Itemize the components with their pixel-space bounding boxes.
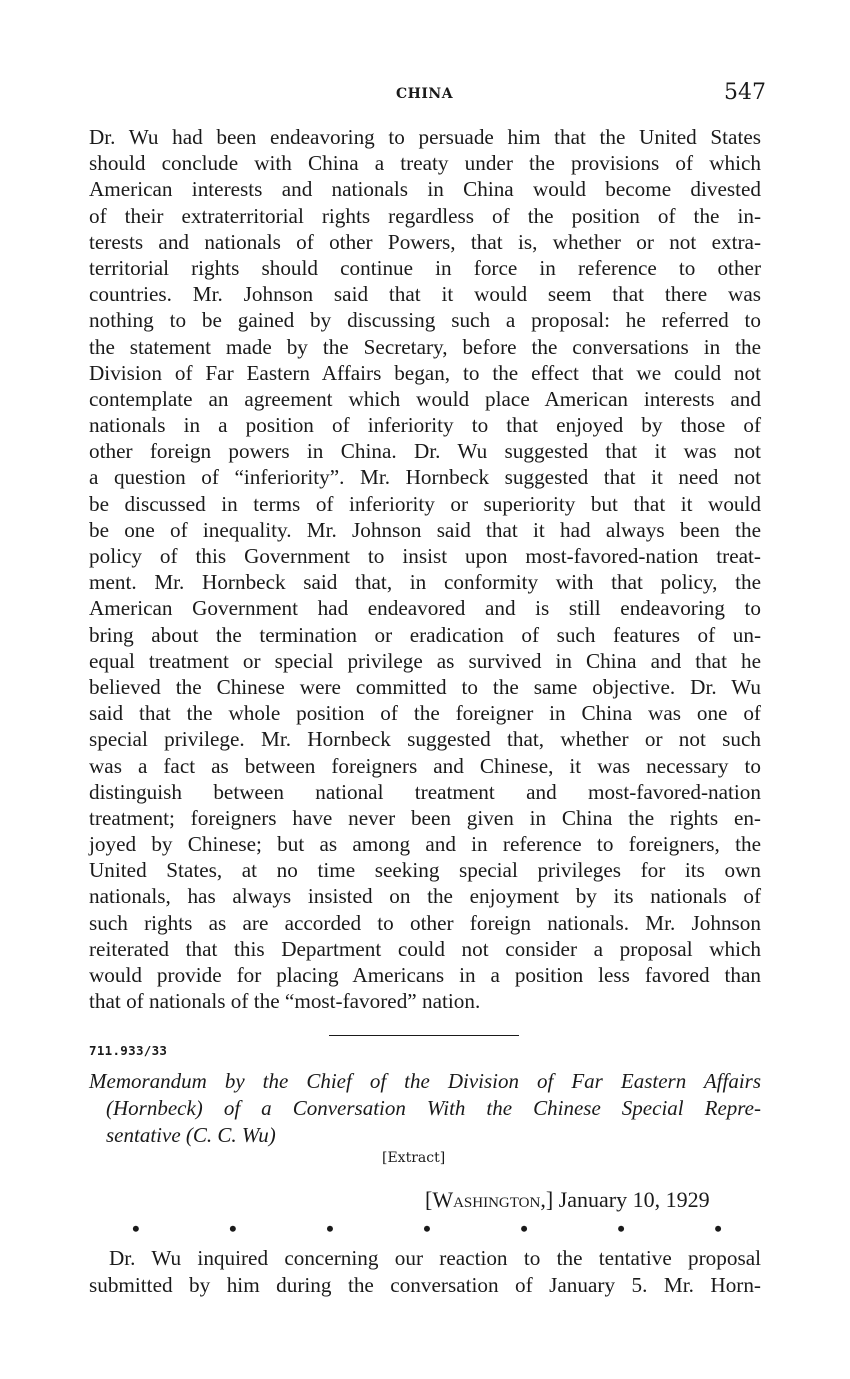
text-line: of their extraterritorial rights regardless of the position of the in- bbox=[89, 203, 761, 228]
text-line: terests and nationals of other Powers, that is, whether or not extra- bbox=[89, 229, 761, 254]
text-line: that of nationals of the “most-favored” nation. bbox=[89, 989, 481, 1014]
omission-ellipsis bbox=[132, 1216, 722, 1241]
paragraph-2 bbox=[89, 1245, 761, 1299]
text-line: such rights as are accorded to other foreign nationals. Mr. Johnson bbox=[89, 910, 761, 935]
ellipsis-dot: • bbox=[423, 1216, 431, 1241]
text-line: would provide for placing Americans in a position less favored than bbox=[89, 963, 761, 987]
ellipsis-dot: • bbox=[132, 1216, 140, 1241]
ellipsis-dot: • bbox=[617, 1216, 625, 1241]
ellipsis-dot: • bbox=[229, 1216, 237, 1241]
text-line: the statement made by the Secretary, before the conversations in the bbox=[89, 334, 761, 359]
file-number: 711.933/33 bbox=[89, 1043, 168, 1058]
text-line: a question of “inferiority”. Mr. Hornbeck suggested that it need not bbox=[89, 465, 761, 490]
text-line: countries. Mr. Johnson said that it would seem that there was bbox=[89, 282, 761, 307]
text-line: United States, at no time seeking special privileges for its own bbox=[89, 858, 761, 883]
text-line: reiterated that this Department could not consider a proposal which bbox=[89, 936, 761, 961]
text-line: nationals, has always insisted on the enjoyment by its nationals of bbox=[89, 884, 761, 909]
dateline-place: [Washington,] bbox=[425, 1187, 554, 1212]
text-line: American interests and nationals in China would become divested bbox=[89, 177, 761, 202]
ellipsis-dot: • bbox=[520, 1216, 528, 1241]
text-line: Dr. Wu inquired concerning our reaction to the tentative proposal bbox=[109, 1246, 761, 1270]
text-line: nothing to be gained by discussing such a proposal: he referred to bbox=[89, 308, 761, 333]
ellipsis-dot: • bbox=[326, 1216, 334, 1241]
page-number: 547 bbox=[724, 80, 766, 105]
dateline-date: January 10, 1929 bbox=[558, 1187, 710, 1212]
memo-title-line: Memorandum by the Chief of the Division of Far Eastern Affairs bbox=[89, 1069, 761, 1093]
text-line: other foreign powers in China. Dr. Wu suggested that it was not bbox=[89, 439, 761, 464]
memo-title bbox=[89, 1068, 761, 1149]
extract-label: [Extract] bbox=[382, 1150, 446, 1166]
text-line: distinguish between national treatment and most-favored-nation bbox=[89, 779, 761, 804]
text-line: Division of Far Eastern Affairs began, to the effect that we could not bbox=[89, 360, 761, 385]
text-line: be discussed in terms of inferiority or superiority but that it would bbox=[89, 491, 761, 516]
memo-title-line: (Hornbeck) of a Conversation With the Chinese Special Repre- bbox=[106, 1096, 761, 1120]
paragraph-1 bbox=[89, 124, 761, 1014]
dateline bbox=[425, 1187, 710, 1213]
text-line: American Government had endeavored and is still endeavoring to bbox=[89, 596, 761, 621]
running-title: CHINA bbox=[396, 86, 454, 102]
text-line: treatment; foreigners have never been given in China the rights en- bbox=[89, 805, 761, 830]
text-line: Dr. Wu had been endeavoring to persuade him that the United States bbox=[89, 125, 761, 149]
text-line: bring about the termination or eradication of such features of un- bbox=[89, 622, 761, 647]
text-line: ment. Mr. Hornbeck said that, in conformity with that policy, the bbox=[89, 570, 761, 595]
text-line: joyed by Chinese; but as among and in reference to foreigners, the bbox=[89, 832, 761, 857]
text-line: policy of this Government to insist upon most-favored-nation treat- bbox=[89, 544, 761, 568]
text-line: territorial rights should continue in force in reference to other bbox=[89, 255, 761, 280]
text-line: contemplate an agreement which would place American interests and bbox=[89, 386, 761, 411]
text-line: submitted by him during the conversation of January 5. Mr. Horn- bbox=[89, 1273, 761, 1297]
text-line: be one of inequality. Mr. Johnson said that it had always been the bbox=[89, 517, 761, 542]
text-line: said that the whole position of the foreigner in China was one of bbox=[89, 701, 761, 726]
memo-title-line: sentative (C. C. Wu) bbox=[106, 1123, 276, 1147]
text-line: nationals in a position of inferiority to that enjoyed by those of bbox=[89, 413, 761, 438]
ellipsis-dot: • bbox=[714, 1216, 722, 1241]
text-line: special privilege. Mr. Hornbeck suggested that, whether or not such bbox=[89, 727, 761, 752]
text-line: was a fact as between foreigners and Chinese, it was necessary to bbox=[89, 753, 761, 778]
text-line: should conclude with China a treaty under the provisions of which bbox=[89, 151, 761, 176]
section-divider bbox=[329, 1035, 519, 1036]
text-line: equal treatment or special privilege as survived in China and that he bbox=[89, 648, 761, 673]
text-line: believed the Chinese were committed to the same objective. Dr. Wu bbox=[89, 674, 761, 699]
